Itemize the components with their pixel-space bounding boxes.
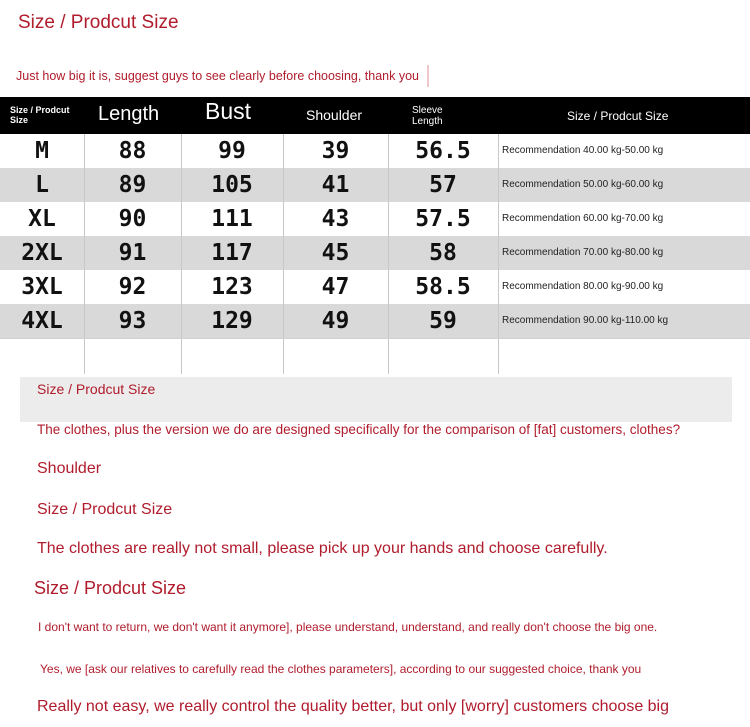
header-sleeve-length: Sleeve Length <box>412 105 443 127</box>
cell-size: 3XL <box>21 274 63 300</box>
cell-shoulder: 45 <box>321 240 350 266</box>
cell-sleeve: 57 <box>429 172 457 198</box>
cell-length: 89 <box>118 172 147 198</box>
table-row <box>0 304 750 338</box>
section-title: Size / Prodcut Size <box>37 381 156 397</box>
section-title: Shoulder <box>37 460 102 477</box>
cell-sleeve: 58.5 <box>415 274 471 300</box>
cell-bust: 99 <box>218 138 246 164</box>
size-chart-title: Size / Prodcut Size <box>18 12 179 33</box>
cell-sleeve: 59 <box>429 308 457 334</box>
cell-size: M <box>35 138 49 164</box>
table-row <box>0 236 750 270</box>
size-advice-note: Just how big it is, suggest guys to see clearly before choosing, thank you <box>16 69 420 83</box>
cell-size: L <box>35 172 49 198</box>
header-bust: Bust <box>205 98 252 124</box>
cell-length: 93 <box>118 308 147 334</box>
cell-length: 92 <box>118 274 147 300</box>
cell-size: 2XL <box>21 240 63 266</box>
section-text: The clothes, plus the version we do are designed specifically for the comparison of [fat] customers, clothes? <box>37 422 681 437</box>
table-row <box>0 168 750 202</box>
section-text: Really not easy, we really control the quality better, but only [worry] customers choose big <box>37 698 670 715</box>
table-row <box>0 270 750 304</box>
cell-recommendation: Recommendation 60.00 kg-70.00 kg <box>502 213 664 224</box>
table-header <box>0 97 750 134</box>
cell-length: 90 <box>118 206 147 232</box>
cell-recommendation: Recommendation 70.00 kg-80.00 kg <box>502 247 664 258</box>
cell-recommendation: Recommendation 90.00 kg-110.00 kg <box>502 315 669 326</box>
section-text: Yes, we [ask our relatives to carefully read the clothes parameters], according to our suggested choice, thank you <box>40 662 642 676</box>
cell-length: 88 <box>118 138 147 164</box>
cell-sleeve: 56.5 <box>415 138 471 164</box>
cell-shoulder: 41 <box>321 172 350 198</box>
cell-shoulder: 39 <box>321 138 350 164</box>
cell-recommendation: Recommendation 40.00 kg-50.00 kg <box>502 145 664 156</box>
header-length: Length <box>98 103 160 125</box>
cell-shoulder: 47 <box>321 274 350 300</box>
header-shoulder: Shoulder <box>306 107 363 123</box>
section-text: The clothes are really not small, please pick up your hands and choose carefully. <box>37 540 608 557</box>
cell-shoulder: 43 <box>321 206 350 232</box>
header-recommendation: Size / Prodcut Size <box>567 109 669 123</box>
section-title: Size / Prodcut Size <box>37 501 173 518</box>
section-text: I don't want to return, we don't want it anymore], please understand, understand, and really don't choose the big one. <box>38 620 658 634</box>
cell-bust: 111 <box>211 206 253 232</box>
cell-bust: 123 <box>211 274 253 300</box>
table-row <box>0 134 750 168</box>
cell-bust: 105 <box>211 172 253 198</box>
header-size: Size / Prodcut Size <box>10 105 70 125</box>
cell-length: 91 <box>118 240 147 266</box>
section-title: Size / Prodcut Size <box>34 578 187 598</box>
cell-size: XL <box>28 206 56 232</box>
cell-recommendation: Recommendation 50.00 kg-60.00 kg <box>502 179 664 190</box>
cell-bust: 117 <box>211 240 253 266</box>
cell-sleeve: 58 <box>429 240 457 266</box>
cell-shoulder: 49 <box>321 308 350 334</box>
cell-size: 4XL <box>21 308 63 334</box>
grid-line <box>0 338 750 339</box>
cell-sleeve: 57.5 <box>415 206 471 232</box>
cell-bust: 129 <box>211 308 253 334</box>
table-row <box>0 202 750 236</box>
cell-recommendation: Recommendation 80.00 kg-90.00 kg <box>502 281 664 292</box>
